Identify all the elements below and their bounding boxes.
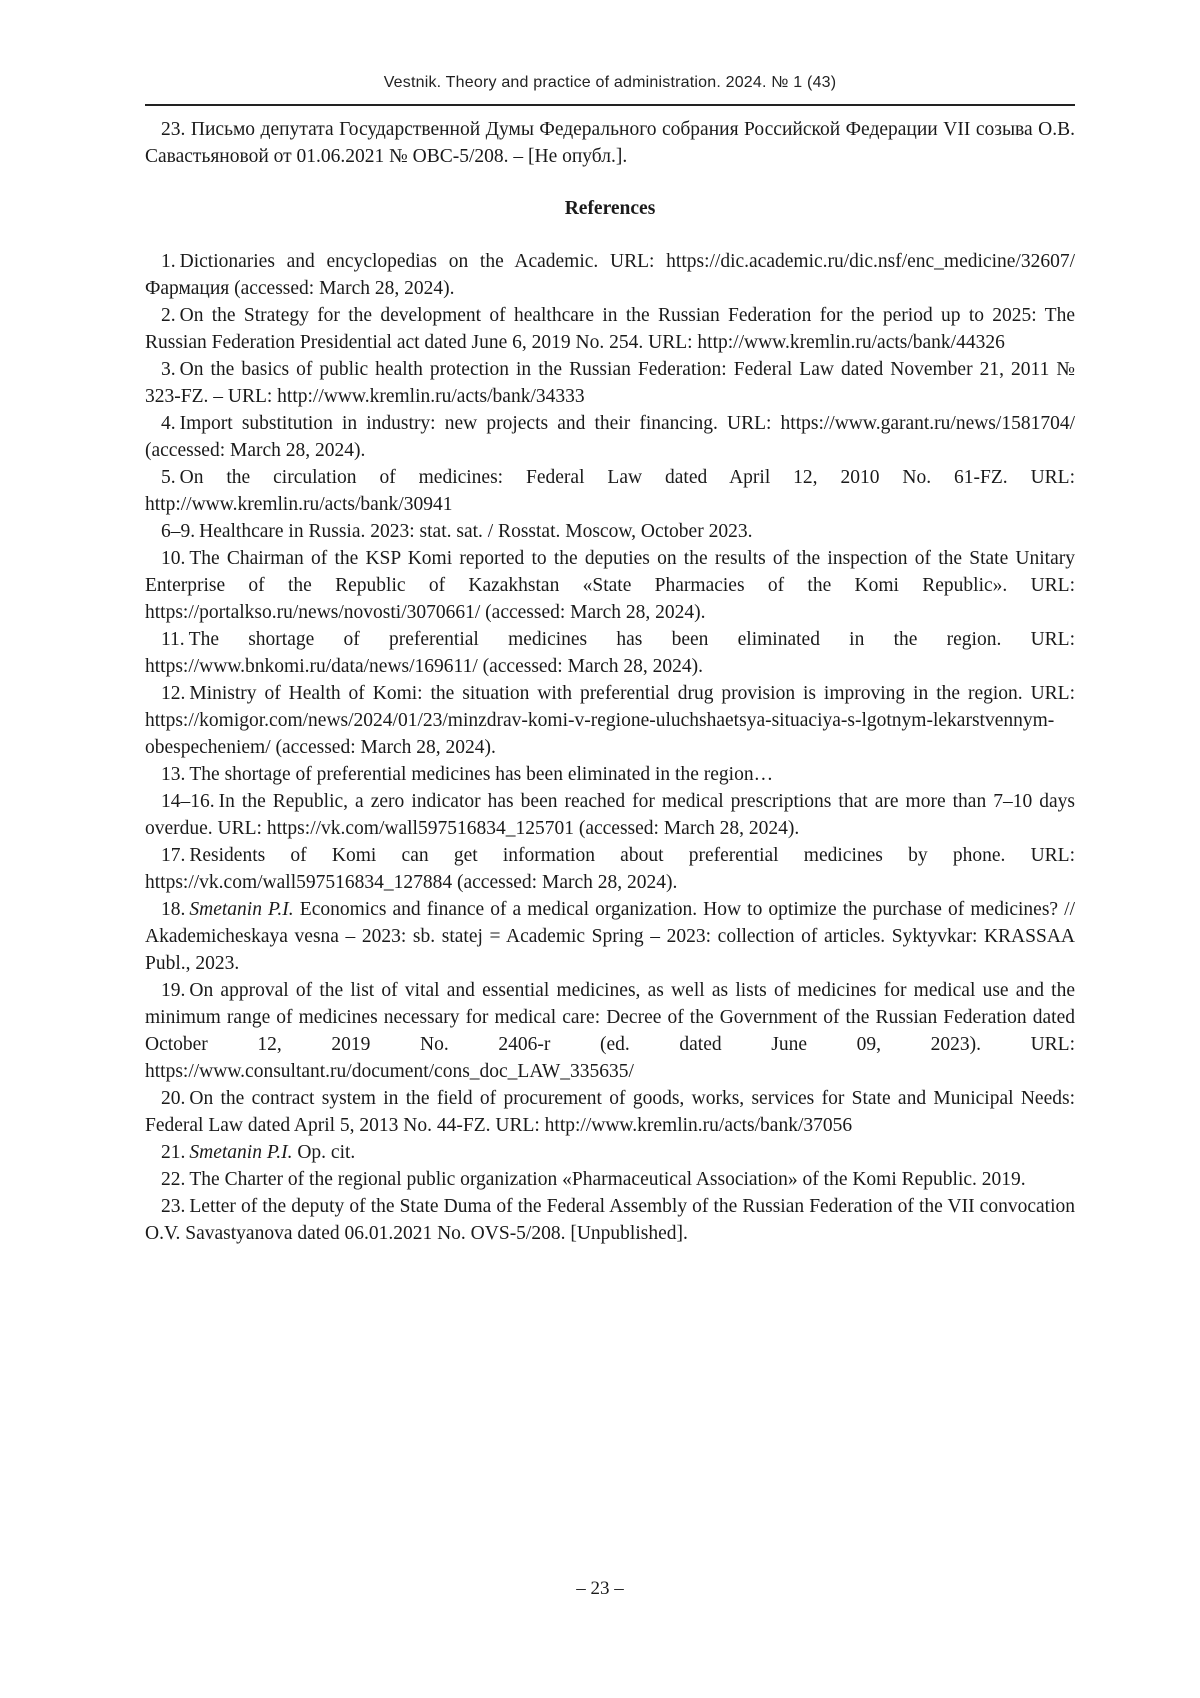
- references-list: [145, 248, 1075, 1247]
- reference-text: Dictionaries and encyclopedias on the Academic. URL: https://dic.academic.ru/dic.nsf/enc_medicine/32607/Фармация (accessed: March 28, 2024).: [145, 251, 1075, 299]
- reference-author: Smetanin P.I.: [189, 899, 293, 920]
- reference-item: [145, 977, 1075, 1085]
- reference-item: [145, 1166, 1075, 1193]
- reference-item: [145, 761, 1075, 788]
- reference-number: 20.: [161, 1088, 185, 1109]
- reference-text: In the Republic, a zero indicator has been reached for medical prescriptions that are more than 7–10 days overdue. URL: https://vk.com/wall597516834_125701 (accessed: March 28, 2024).: [145, 791, 1075, 839]
- reference-author: Smetanin P.I.: [189, 1142, 292, 1163]
- reference-number: 21.: [161, 1142, 185, 1163]
- reference-text: The Chairman of the KSP Komi reported to the deputies on the results of the inspection of the State Unitary Enterprise of the Republic of Kazakhstan «State Pharmacies of the Komi Republic». URL: https://portalkso.ru/news/novosti/3070661/ (accessed: March 28, 2024).: [145, 548, 1075, 623]
- reference-text: On approval of the list of vital and essential medicines, as well as lists of medicines for medical use and the minimum range of medicines necessary for medical care: Decree of the Government of the Russian Federation dated October 12, 2019 No. 2406-r (ed. dated June 09, 2023). URL: https://www.consultant.ru/document/cons_doc_LAW_335635/: [145, 980, 1075, 1082]
- reference-text: On the circulation of medicines: Federal Law dated April 12, 2010 No. 61-FZ. URL: http://www.kremlin.ru/acts/bank/30941: [145, 467, 1075, 515]
- reference-text: Economics and finance of a medical organization. How to optimize the purchase of medicines? // Akademicheskaya vesna – 2023: sb. statej = Academic Spring – 2023: collection of articles. Syktyvkar: KRASSAA Publ., 2023.: [145, 899, 1075, 974]
- reference-text: On the Strategy for the development of healthcare in the Russian Federation for the period up to 2025: The Russian Federation Presidential act dated June 6, 2019 No. 254. URL: http://www.kremlin.ru/acts/bank/44326: [145, 305, 1075, 353]
- reference-item: [145, 1085, 1075, 1139]
- reference-item: [145, 680, 1075, 761]
- reference-number: 12.: [161, 683, 185, 704]
- reference-number: 4.: [161, 413, 176, 434]
- reference-number: 14–16.: [161, 791, 215, 812]
- reference-number: 5.: [161, 467, 176, 488]
- reference-item: [145, 356, 1075, 410]
- reference-item: [145, 788, 1075, 842]
- reference-item: [145, 842, 1075, 896]
- reference-number: 22.: [161, 1169, 185, 1190]
- reference-text: Op. cit.: [297, 1142, 355, 1163]
- reference-text: The Charter of the regional public organization «Pharmaceutical Association» of the Komi Republic. 2019.: [189, 1169, 1025, 1190]
- reference-item: [145, 302, 1075, 356]
- reference-text: Import substitution in industry: new projects and their financing. URL: https://www.garant.ru/news/1581704/ (accessed: March 28, 2024).: [145, 413, 1075, 461]
- reference-item: [145, 626, 1075, 680]
- reference-number: 23.: [161, 119, 185, 140]
- reference-item: [145, 1139, 1075, 1166]
- reference-number: 11.: [161, 629, 185, 650]
- reference-number: 1.: [161, 251, 176, 272]
- reference-text: On the contract system in the field of procurement of goods, works, services for State and Municipal Needs: Federal Law dated April 5, 2013 No. 44-FZ. URL: http://www.kremlin.ru/acts/bank/37056: [145, 1088, 1075, 1136]
- reference-text: The shortage of preferential medicines has been eliminated in the region. URL: https://www.bnkomi.ru/data/news/169611/ (accessed: March 28, 2024).: [145, 629, 1075, 677]
- reference-item: [145, 410, 1075, 464]
- reference-text: Письмо депутата Государственной Думы Федерального собрания Российской Федерации VII созыва О.В. Савастьяновой от 01.06.2021 № ОВС-5/208. – [Не опубл.].: [145, 119, 1075, 167]
- page-content: [145, 116, 1075, 1247]
- reference-text: Healthcare in Russia. 2023: stat. sat. / Rosstat. Moscow, October 2023.: [199, 521, 752, 542]
- reference-number: 13.: [161, 764, 185, 785]
- russian-reference-item: [145, 116, 1075, 170]
- reference-item: [145, 545, 1075, 626]
- reference-item: [145, 248, 1075, 302]
- reference-number: 18.: [161, 899, 185, 920]
- reference-number: 23.: [161, 1196, 185, 1217]
- journal-page: [0, 0, 1200, 1698]
- reference-item: [145, 464, 1075, 518]
- references-heading: References: [145, 195, 1075, 222]
- reference-number: 10.: [161, 548, 185, 569]
- reference-number: 19.: [161, 980, 185, 1001]
- reference-text: On the basics of public health protection in the Russian Federation: Federal Law dated November 21, 2011 № 323-FZ. – URL: http://www.kremlin.ru/acts/bank/34333: [145, 359, 1075, 407]
- reference-number: 3.: [161, 359, 176, 380]
- reference-item: [145, 896, 1075, 977]
- reference-text: Ministry of Health of Komi: the situation with preferential drug provision is improving in the region. URL: https://komigor.com/news/2024/01/23/minzdrav-komi-v-regione-uluchshaetsya-situaciya-s-lgotnym-lekarstvennym-obespecheniem/ (accessed: March 28, 2024).: [145, 683, 1075, 758]
- header-divider: [145, 104, 1075, 106]
- reference-text: Residents of Komi can get information about preferential medicines by phone. URL: https://vk.com/wall597516834_127884 (accessed: March 28, 2024).: [145, 845, 1075, 893]
- reference-item: [145, 518, 1075, 545]
- reference-number: 17.: [161, 845, 185, 866]
- reference-number: 6–9.: [161, 521, 195, 542]
- reference-item: [145, 1193, 1075, 1247]
- running-header: Vestnik. Theory and practice of administration. 2024. № 1 (43): [145, 74, 1075, 92]
- reference-text: Letter of the deputy of the State Duma of the Federal Assembly of the Russian Federation of the VII convocation O.V. Savastyanova dated 06.01.2021 No. OVS-5/208. [Unpublished].: [145, 1196, 1075, 1244]
- reference-text: The shortage of preferential medicines has been eliminated in the region…: [189, 764, 773, 785]
- page-number: – 23 –: [0, 1578, 1200, 1600]
- reference-number: 2.: [161, 305, 176, 326]
